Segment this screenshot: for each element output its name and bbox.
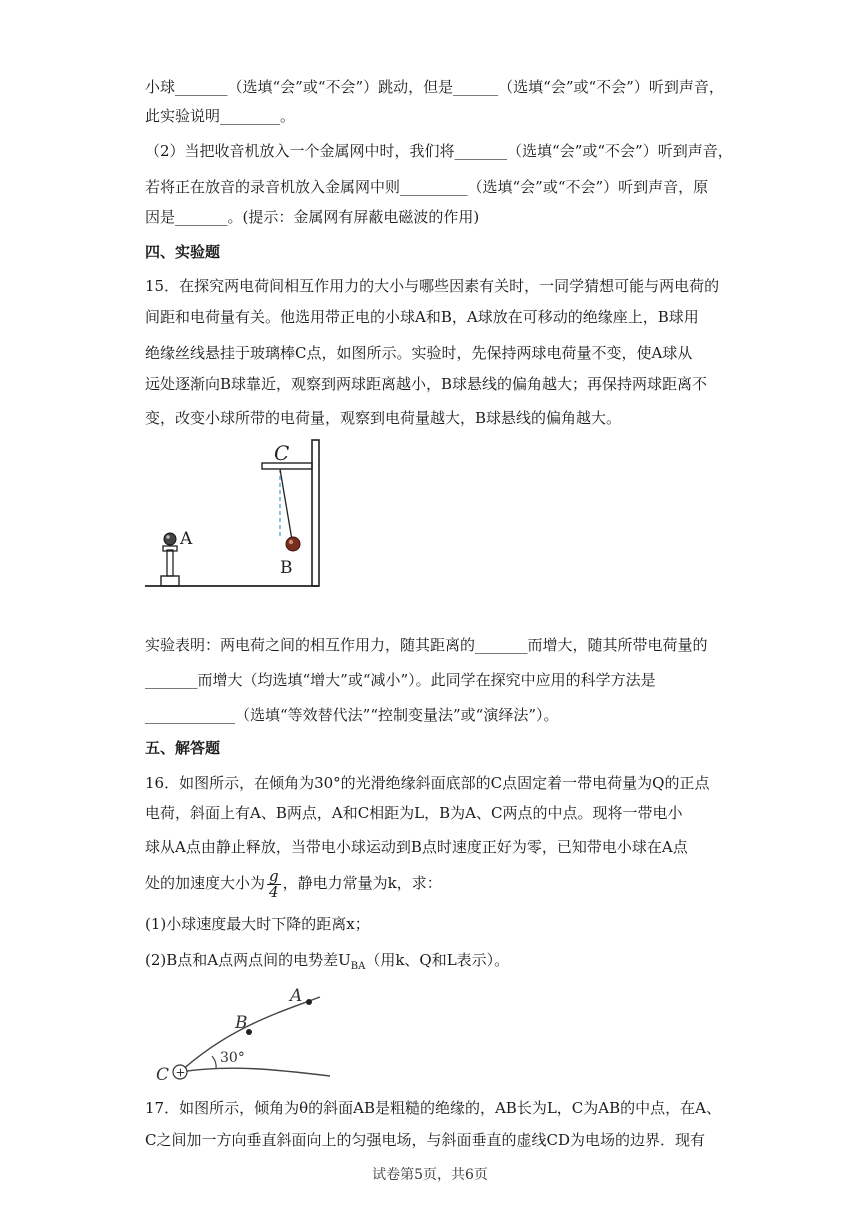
page-footer: 试卷第5页，共6页 [372, 1167, 488, 1183]
label-c: C [274, 441, 290, 465]
q16-accel-line [145, 868, 442, 900]
section-heading-5: 五、解答题 [145, 739, 221, 757]
pendulum-figure [140, 438, 340, 596]
q17-line: 17．如图所示，倾角为θ的斜面AB是粗糙的绝缘的，AB长为L，C为AB的中点，在A、 [145, 1099, 721, 1117]
plus-icon: + [175, 1065, 186, 1080]
q15-line: 间距和电荷量有关。他选用带正电的小球A和B，A球放在可移动的绝缘座上，B球用 [145, 308, 699, 326]
fraction-denominator: 4 [269, 882, 279, 901]
q16-accel-suffix: ，静电力常量为k，求： [282, 874, 442, 892]
q16-sub2-subscript: BA [350, 961, 366, 972]
label-a: A [290, 986, 303, 1006]
q16-sub2 [145, 950, 509, 977]
q17-line: C之间加一方向垂直斜面向上的匀强电场，与斜面垂直的虚线CD为电场的边界．现有 [145, 1131, 705, 1149]
label-c: C [156, 1065, 170, 1085]
fraction-g-over-4 [267, 866, 281, 901]
q15-line: 绝缘丝线悬挂于玻璃棒C点，如图所示。实验时，先保持两球电荷量不变，使A球从 [145, 344, 693, 362]
label-b: B [280, 558, 293, 578]
angle-label: 30° [220, 1050, 245, 1066]
text-line: 此实验说明________。 [145, 107, 296, 125]
section-heading-4: 四、实验题 [145, 243, 221, 261]
q16-line: 16．如图所示，在倾角为30°的光滑绝缘斜面底部的C点固定着一带电荷量为Q的正点 [145, 774, 710, 792]
text-line: 若将正在放音的录音机放入金属网中则_________（选填“会”或“不会”）听到声音，原 [145, 178, 709, 196]
q16-line: 电荷，斜面上有A、B两点，A和C相距为L，B为A、C两点的中点。现将一带电小 [145, 804, 683, 822]
q15-line: 远处逐渐向B球靠近，观察到两球距离越小，B球悬线的偏角越大；再保持两球距离不 [145, 375, 708, 393]
q16-accel-prefix: 处的加速度大小为 [145, 874, 266, 892]
q16-sub2-suffix: （用k、Q和L表示）。 [365, 951, 510, 969]
text-line: （2）当把收音机放入一个金属网中时，我们将_______（选填“会”或“不会”）听到声音， [145, 142, 733, 160]
q16-sub2-prefix: (2)B点和A点两点间的电势差U [145, 951, 351, 969]
q15-result-line: _______而增大（均选填“增大”或“减小”）。此同学在探究中应用的科学方法是 [145, 671, 656, 689]
label-b: B [235, 1013, 248, 1033]
q16-sub1: (1)小球速度最大时下降的距离x； [145, 915, 370, 933]
text-line: 因是_______。(提示：金属网有屏蔽电磁波的作用) [145, 208, 480, 226]
q15-result-line: 实验表明：两电荷之间的相互作用力，随其距离的_______而增大，随其所带电荷量的 [145, 636, 708, 654]
q16-line: 球从A点由静止释放，当带电小球运动到B点时速度正好为零，已知带电小球在A点 [145, 838, 688, 856]
q15-result-line: ____________（选填“等效替代法”“控制变量法”或“演绎法”）。 [145, 706, 559, 724]
incline-figure [150, 982, 340, 1088]
q15-line: 变，改变小球所带的电荷量，观察到电荷量越大，B球悬线的偏角越大。 [145, 409, 622, 427]
text-line: 小球_______（选填“会”或“不会”）跳动，但是______（选填“会”或“不会”）听到声音， [145, 78, 724, 96]
q15-line: 15．在探究两电荷间相互作用力的大小与哪些因素有关时，一同学猜想可能与两电荷的 [145, 277, 720, 295]
label-a: A [180, 529, 193, 549]
fraction-numerator: g [269, 866, 279, 885]
